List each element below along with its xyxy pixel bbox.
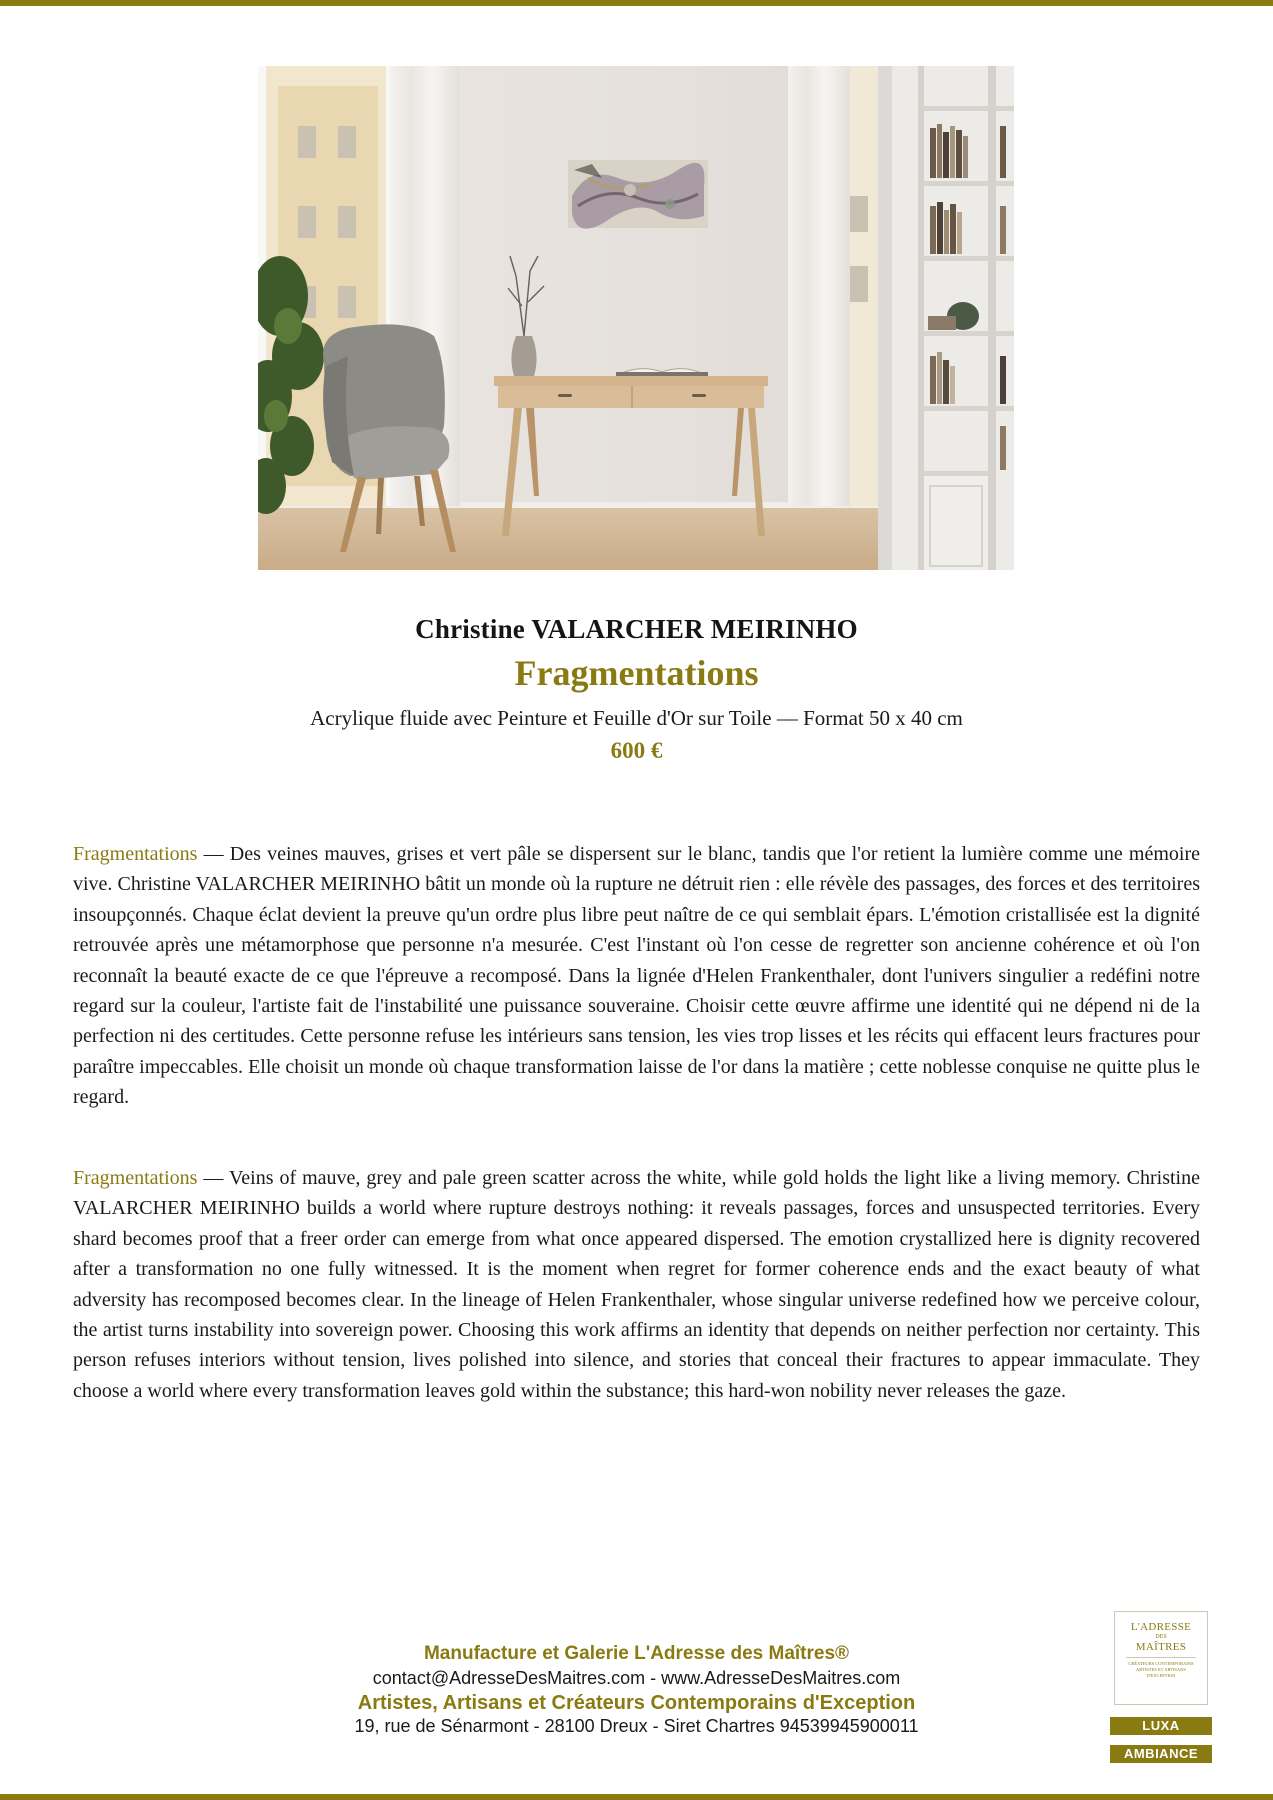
footer-gallery-name: Manufacture et Galerie L'Adresse des Maîtres®	[423, 1643, 850, 1664]
bottom-border	[0, 1794, 1273, 1800]
description-en	[73, 1163, 1200, 1406]
artwork-medium: Acrylique fluide avec Peinture et Feuille d'Or sur Toile — Format 50 x 40 cm	[310, 706, 963, 730]
logo-divider	[1126, 1657, 1196, 1658]
logo-line-3: MAÎTRES	[1135, 1641, 1187, 1653]
room-photo	[258, 66, 1014, 570]
artwork-title: Fragmentations	[514, 653, 759, 693]
footer-tagline: Artistes, Artisans et Créateurs Contemporains d'Exception	[357, 1692, 916, 1714]
logo-line-2: DES	[1155, 1634, 1167, 1640]
description-fr	[73, 839, 1200, 1113]
logo-line-1: L'ADRESSE	[1130, 1621, 1192, 1633]
description-en-text: — Veins of mauve, grey and pale green scatter across the white, while gold holds the light like a living memory. Christine VALARCHER MEIRINHO builds a world where rupture destroys nothing: it reveals passages, forces and unsuspected territories. Every shard becomes proof that a freer order can emerge from what once appeared dispersed. The emotion crystallized here is dignity recovered after a transformation no one fully witnessed. It is the moment when regret for former coherence ends and the exact beauty of what adversity has recomposed becomes clear. In the lineage of Helen Frankenthaler, whose singular universe redefined how we perceive colour, the artist turns instability into sovereign power. Choosing this work affirms an identity that depends on neither perfection nor certainty. This person refuses interiors without tension, lives polished into silence, and stories that conceal their fractures to appear immaculate. They choose a world where every transformation leaves gold within the substance; this hard-won nobility never releases the gaze.	[73, 1167, 1200, 1402]
top-border	[0, 0, 1273, 6]
description-fr-text: — Des veines mauves, grises et vert pâle se dispersent sur le blanc, tandis que l'or retient la lumière comme une mémoire vive. Christine VALARCHER MEIRINHO bâtit un monde où la rupture ne détruit rien : elle révèle des passages, des forces et des territoires insoupçonnés. Chaque éclat devient la preuve qu'un ordre plus libre peut naître de ce qui semblait épars. L'émotion cristallisée est la dignité retrouvée après une métamorphose que personne n'a mesurée. C'est l'instant où l'on cesse de regretter son ancienne cohérence et où l'on reconnaît la beauté exacte de ce que l'épreuve a recomposé. Dans la lignée d'Helen Frankenthaler, dont l'univers singulier a redéfini notre regard sur la couleur, l'artiste fait de l'instabilité une puissance souveraine. Choisir cette œuvre affirme une identité qui ne dépend ni de la perfection ni des certitudes. Cette personne refuse les intérieurs sans tension, les vies trop lisses et les récits qui effacent leurs fractures pour paraître impeccables. Elle choisit un monde où chaque transformation laisse de l'or dans la matière ; cette noblesse conquise ne quitte plus le regard.	[73, 843, 1200, 1109]
artwork-on-wall	[568, 160, 708, 229]
badge-ambiance: AMBIANCE	[1110, 1745, 1212, 1763]
footer-contact[interactable]: contact@AdresseDesMaitres.com - www.AdresseDesMaitres.com	[372, 1668, 901, 1688]
description-fr-lead: Fragmentations	[73, 843, 198, 865]
gallery-logo	[1114, 1611, 1208, 1705]
room-scene-illustration	[258, 66, 1014, 570]
logo-line-4: CRÉATEURS CONTEMPORAINS ARTISTES ET ARTISANS D'EXCEPTION	[1128, 1661, 1194, 1678]
artwork-price: 600 €	[610, 738, 663, 763]
description-en-lead: Fragmentations	[73, 1167, 198, 1189]
footer-address: 19, rue de Sénarmont - 28100 Dreux - Siret Chartres 94539945900011	[354, 1716, 919, 1736]
artist-name: Christine VALARCHER MEIRINHO	[415, 614, 858, 644]
badge-luxa: LUXA	[1110, 1717, 1212, 1735]
